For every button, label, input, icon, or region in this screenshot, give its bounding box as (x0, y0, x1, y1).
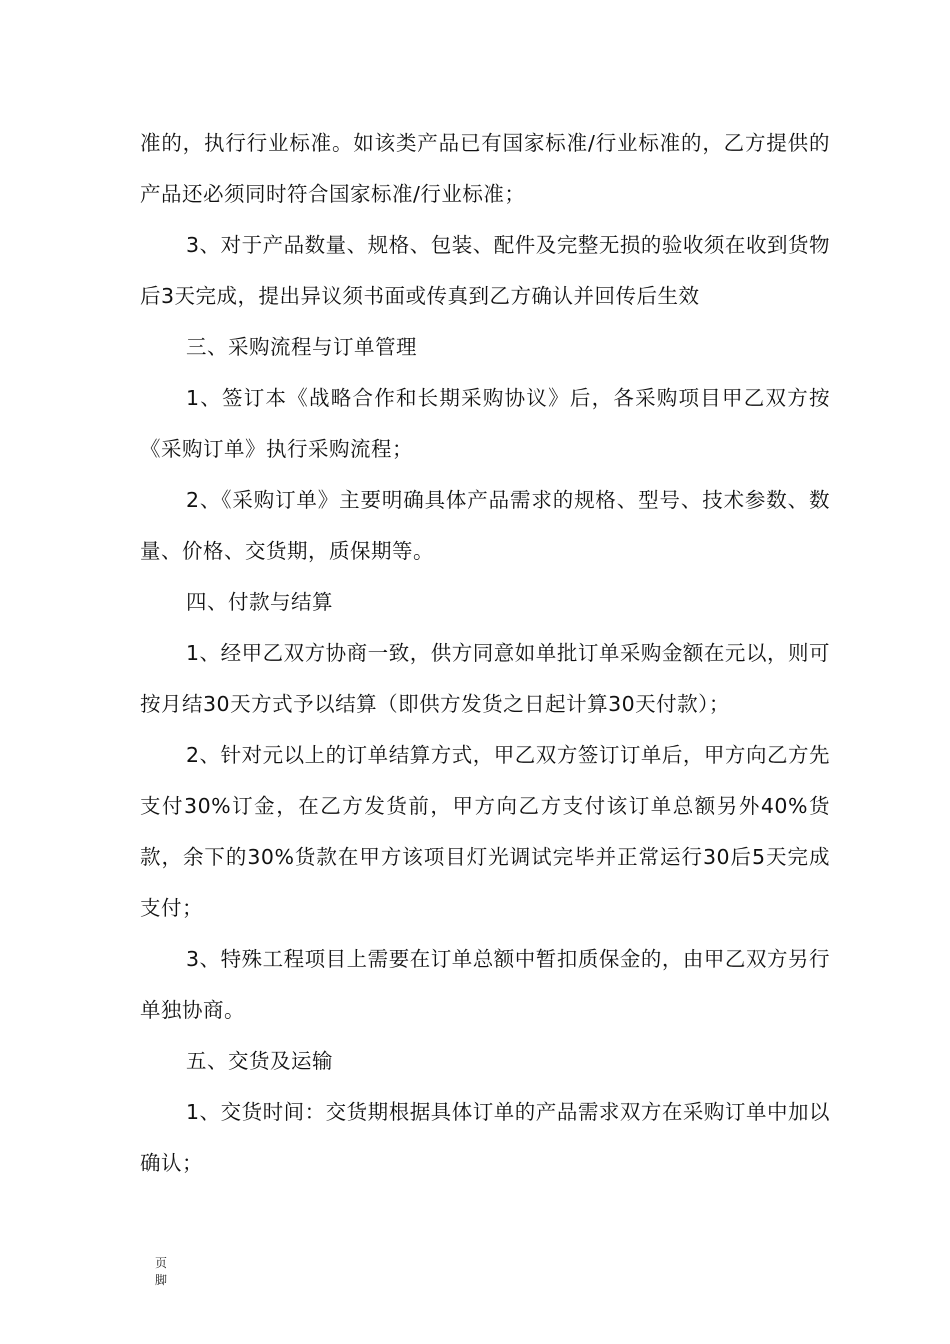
footer-char-1: 页 (155, 1256, 168, 1270)
section-heading-procurement: 三、采购流程与订单管理 (186, 335, 417, 359)
document-body (140, 118, 830, 1189)
footer-char-2: 脚 (155, 1273, 168, 1287)
paragraph-procurement-1: 1、签订本《战略合作和长期采购协议》后，各采购项目甲乙双方按《采购订单》执行采购流程； (140, 386, 830, 461)
paragraph-delivery-1: 1、交货时间：交货期根据具体订单的产品需求双方在采购订单中加以确认； (140, 1100, 830, 1175)
paragraph-acceptance-clause: 3、对于产品数量、规格、包装、配件及完整无损的验收须在收到货物后3天完成，提出异议须书面或传真到乙方确认并回传后生效 (140, 233, 830, 308)
paragraph-continuation: 准的，执行行业标准。如该类产品已有国家标准/行业标准的，乙方提供的产品还必须同时符合国家标准/行业标准； (140, 131, 830, 206)
paragraph-payment-2: 2、针对元以上的订单结算方式，甲乙双方签订订单后，甲方向乙方先支付30%订金，在乙方发货前，甲方向乙方支付该订单总额另外40%货款，余下的30%货款在甲方该项目灯光调试完毕并正常运行30后5天完成支付； (140, 743, 830, 920)
paragraph-procurement-2: 2、《采购订单》主要明确具体产品需求的规格、型号、技术参数、数量、价格、交货期，质保期等。 (140, 488, 830, 563)
paragraph-payment-1: 1、经甲乙双方协商一致，供方同意如单批订单采购金额在元以，则可按月结30天方式予以结算（即供方发货之日起计算30天付款）； (140, 641, 830, 716)
section-heading-payment: 四、付款与结算 (186, 590, 333, 614)
page-footer (155, 1255, 171, 1289)
section-heading-delivery: 五、交货及运输 (186, 1049, 333, 1073)
paragraph-payment-3: 3、特殊工程项目上需要在订单总额中暂扣质保金的，由甲乙双方另行单独协商。 (140, 947, 830, 1022)
